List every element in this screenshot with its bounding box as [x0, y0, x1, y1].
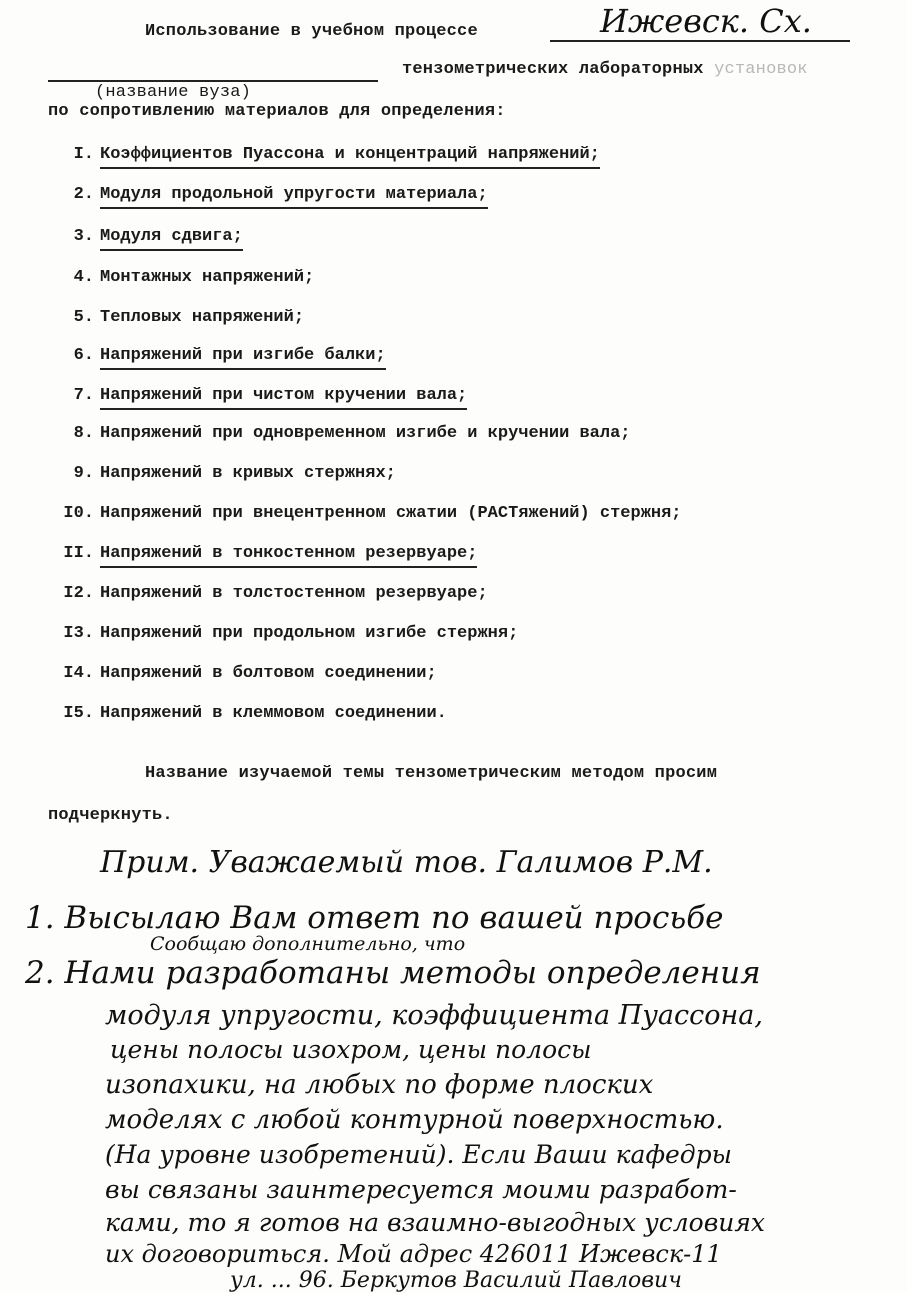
institution-line: [550, 40, 850, 42]
list-item: [48, 584, 488, 603]
item-text: Коэффициентов Пуассона и концентраций напряжений;: [100, 145, 600, 169]
list-item: [48, 346, 386, 365]
list-item: [48, 145, 600, 164]
list-item: [48, 464, 396, 483]
handwritten-line: моделях с любой контурной поверхностью.: [105, 1105, 724, 1135]
item-text: Напряжений при внецентренном сжатии (РАСТяжений) стержня;: [100, 504, 682, 523]
handwritten-line: цены полосы изохром, цены полосы: [110, 1035, 592, 1064]
item-number: 7.: [73, 386, 94, 405]
item-number: I4.: [63, 664, 94, 683]
list-item: [48, 704, 447, 723]
list-item: [48, 227, 243, 246]
line2-faint: установок: [714, 60, 808, 79]
handwritten-line: их договориться. Мой адрес 426011 Ижевск-11: [105, 1240, 722, 1268]
handwritten-line: вы связаны заинтересуется моими разработ-: [105, 1175, 737, 1204]
list-item: [48, 185, 488, 204]
line2-main: тензометрических лабораторных: [402, 60, 704, 79]
item-number: I.: [73, 145, 94, 164]
list-item: [48, 504, 682, 523]
note-line1: Название изучаемой темы тензометрическим методом просим: [145, 764, 718, 783]
item-number: 5.: [73, 308, 94, 327]
item-text: Тепловых напряжений;: [100, 308, 305, 327]
handwritten-line: Прим. Уважаемый тов. Галимов Р.М.: [100, 845, 713, 880]
item-number: 6.: [73, 346, 94, 365]
item-number: 9.: [73, 464, 94, 483]
item-text: Напряжений при продольном изгибе стержня;: [100, 624, 519, 643]
list-item: [48, 268, 314, 287]
item-text: Напряжений в болтовом соединении;: [100, 664, 437, 683]
handwritten-line: изопахики, на любых по форме плоских: [105, 1070, 654, 1100]
item-number: 2.: [73, 185, 94, 204]
item-text: Напряжений при чистом кручении вала;: [100, 386, 467, 410]
handwritten-line: (На уровне изобретений). Если Ваши кафедры: [105, 1140, 733, 1169]
item-number: 8.: [73, 424, 94, 443]
handwritten-institution: Ижевск. Сх.: [600, 2, 812, 40]
item-text: Напряжений в толстостенном резервуаре;: [100, 584, 488, 603]
handwritten-line: 2. Нами разработаны методы определения: [25, 955, 761, 991]
handwritten-line: ками, то я готов на взаимно-выгодных условиях: [105, 1208, 765, 1237]
list-item: [48, 544, 477, 563]
institution-caption: (название вуза): [95, 83, 252, 102]
list-item: [48, 664, 437, 683]
item-text: Монтажных напряжений;: [100, 268, 315, 287]
item-text: Напряжений при одновременном изгибе и кручении вала;: [100, 424, 631, 443]
item-number: 4.: [73, 268, 94, 287]
intro-text: Использование в учебном процессе: [145, 22, 478, 41]
list-item: [48, 308, 304, 327]
item-number: I0.: [63, 504, 94, 523]
list-item: [48, 624, 518, 643]
handwritten-line: Сообщаю дополнительно, что: [150, 933, 466, 955]
item-text: Напряжений в кривых стержнях;: [100, 464, 396, 483]
list-item: [48, 424, 631, 443]
note-line2: подчеркнуть.: [48, 806, 173, 825]
item-number: II.: [63, 544, 94, 563]
item-text: Напряжений в тонкостенном резервуаре;: [100, 544, 477, 568]
handwritten-line: 1. Высылаю Вам ответ по вашей просьбе: [25, 900, 724, 936]
item-number: I3.: [63, 624, 94, 643]
item-number: I2.: [63, 584, 94, 603]
item-number: I5.: [63, 704, 94, 723]
item-text: Модуля сдвига;: [100, 227, 243, 251]
line3-text: по сопротивлению материалов для определения:: [48, 102, 506, 121]
handwritten-line: модуля упругости, коэффициента Пуассона,: [105, 1000, 763, 1031]
item-text: Модуля продольной упругости материала;: [100, 185, 488, 209]
list-item: [48, 386, 467, 405]
line2-text: [402, 60, 808, 79]
item-text: Напряжений при изгибе балки;: [100, 346, 386, 370]
handwritten-line: ул. ... 96. Беркутов Василий Павлович: [230, 1268, 682, 1293]
institution-name-line: [48, 80, 378, 82]
item-text: Напряжений в клеммовом соединении.: [100, 704, 447, 723]
item-number: 3.: [73, 227, 94, 246]
